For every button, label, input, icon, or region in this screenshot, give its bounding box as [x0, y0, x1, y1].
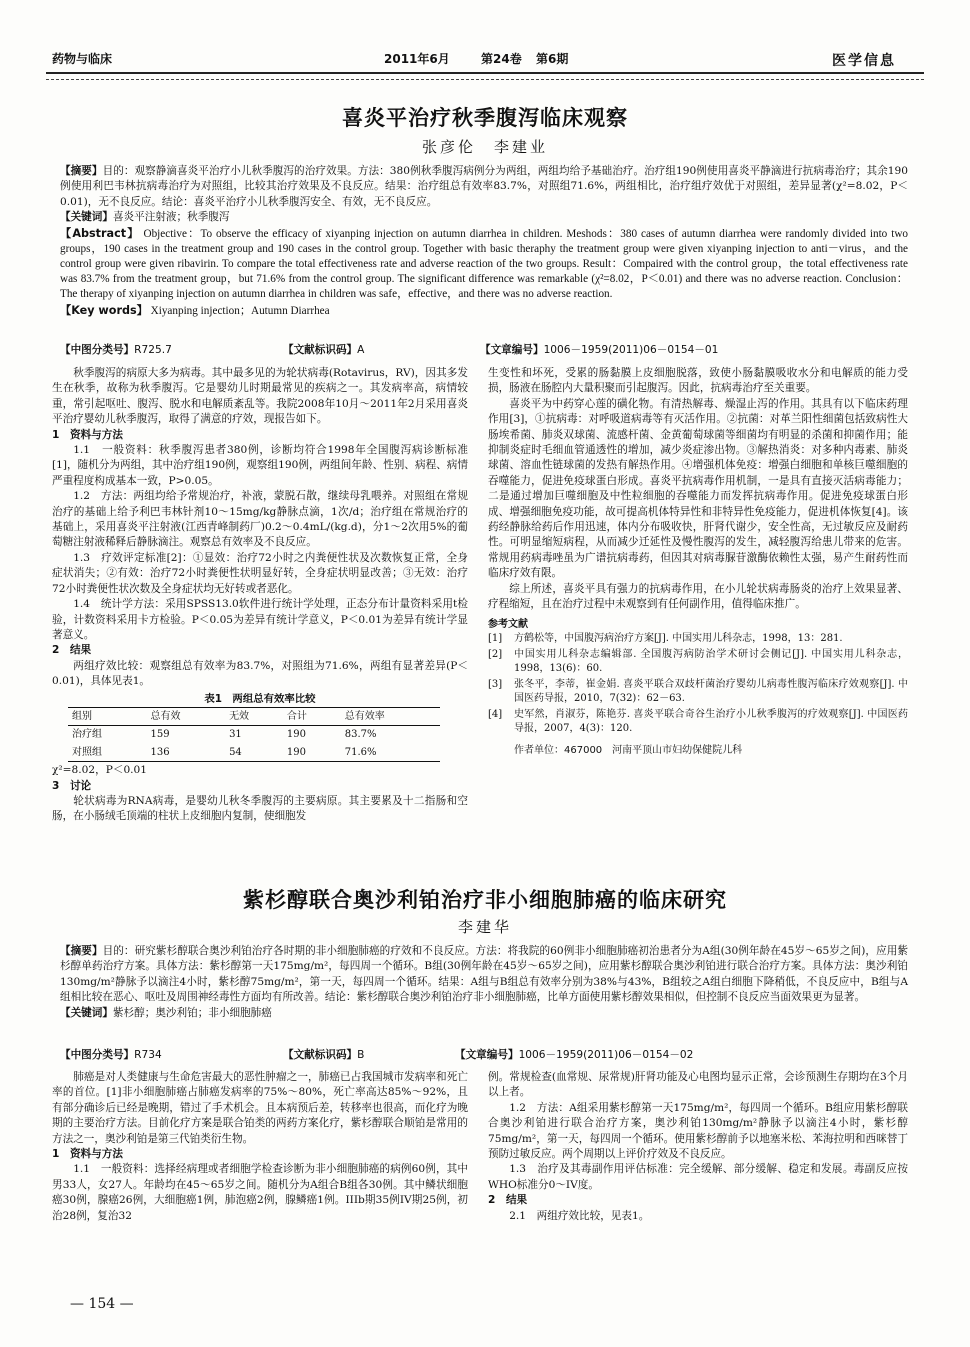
article1-keywords — [60, 210, 908, 225]
article2-abstract-block — [60, 944, 908, 1021]
clc-label: 【中图分类号】 — [60, 1049, 135, 1061]
table1-header-cell: 无效 — [229, 710, 250, 722]
abstract-text: 目的：研究紫杉醇联合奥沙利铂治疗各时期的非小细胞肺癌的疗效和不良反应。方法：将我院的60例非小细胞肺癌初治患者分为A组(30例年龄在45岁～65岁之间)，应用紫杉醇单药治疗方案。具体方法：紫杉醇第一天175mg/m²，每四周一个循环。B组(30例年龄在45岁～65岁之间)，应用紫杉醇联合奥沙利铂进行联合治疗方案。具体方法：奥沙利铂130mg/m²静脉予以滴注4小时，紫杉醇75mg/m²，第一天，每四周一个循环。结果：A组与B组总有效率分别为38%与43%，B组较之A组白细胞下降稍低，不良反应中，B组与A组相比较在恶心、呕吐及周围神经毒性方面均有所改善。结论：紫杉醇联合奥沙利铂治疗非小细胞肺癌，比单方面使用紫杉醇效果相似，但控制不良反应当面效果更为显著。 — [60, 945, 908, 1004]
table1-header-cell: 合计 — [286, 710, 307, 722]
page-number: — 154 — — [70, 1296, 134, 1312]
table-cell: 31 — [229, 729, 242, 741]
reference-item — [488, 648, 908, 677]
body-paragraph: 肺癌是对人类健康与生命危害最大的恶性肿瘤之一，肺癌已占我国城市发病率和死亡率的首位。[1]非小细胞肺癌占肺癌发病率的75%～80%，死亡率高达85%～92%，且有部分确诊后已经是晚期，错过了手术机会。且本病预后差，转移率也很高，而化疗为晚期的主要治疗方法。目前化疗方案是联合铂类的两药方案化疗，紫杉醇联合顺铂是常用的方法之一，奥沙利铂是第三代铂类衍生物。 — [52, 1071, 468, 1145]
en-abstract-label: 【Abstract】 — [60, 226, 140, 240]
discussion-heading: 3 讨论 — [52, 779, 92, 792]
reference-item — [488, 678, 908, 707]
article1-left-paragraphs — [52, 366, 468, 690]
article1-left-column — [52, 366, 468, 825]
table1-header-cell: 总有效 — [150, 710, 181, 722]
table-row — [68, 726, 440, 744]
body-paragraph: 喜炎平为中药穿心莲的磺化物。有清热解毒、燥湿止泻的作用。其具有以下临床药理作用[3]，①抗病毒：对呼吸道病毒等有灭活作用。②抗菌：对革兰阳性细菌包括致病性大肠埃希菌、肺炎双球菌、流感杆菌、金黄葡萄球菌等细菌均有明显的杀菌和抑菌作用；能抑制炎症时毛细血管通透性的增加，减少炎症渗出物。③解热消炎：对多种内毒素、肺炎球菌、溶血性链球菌的发热有解热作用。④增强机体免疫：增强白细胞和单核巨噬细胞的吞噬能力，促进免疫球蛋白形成。喜炎平抗病毒作用机制，一是具有直接灭活病毒能力；二是通过增加巨噬细胞及中性粒细胞的吞噬能力而发挥抗病毒作用。促进免疫球蛋白形成、增强细胞免疫功能，故可提高机体特异性和非特异性免疫能力，促进机体恢复[4]。该药经静脉给药后作用迅速，体内分布吸收快，肝肾代谢少，安全性高，无过敏反应及耐药性。可明显缩短病程，从而减少迁延性及慢性腹泻的发生，减轻腹泻给患儿带来的危害。常规用药病毒唑虽为广谱抗病毒药，但因其对病毒脲苷激酶依赖性太强，易产生耐药性而临床疗效有限。 — [488, 397, 908, 580]
body-paragraph: 秋季腹泻的病原大多为病毒。其中最多见的为轮状病毒(Rotavirus，RV)，因其多发生在秋季，故称为秋季腹泻。它是婴幼儿时期最常见的疾病之一。其发病率高，病情较重，常引起呕吐、腹泻、脱水和电解质紊乱等。我院2008年10月～2011年2月采用喜炎平治疗婴幼儿秋季腹泻，取得了满意的疗效，现报告如下。 — [52, 367, 468, 426]
body-paragraph: 生变性和坏死，受累的肠黏膜上皮细胞脱落，致使小肠黏膜吸收水分和电解质的能力受损，肠液在肠腔内大量积聚而引起腹泻。因此，抗病毒治疗至关重要。 — [488, 367, 908, 395]
body-paragraph: 1.4 统计学方法：采用SPSS13.0软件进行统计学处理，正态分布计量资料采用t检验，计数资料采用卡方检验。P＜0.05为差异有统计学意义，P＜0.01为差异有统计学显著意义。 — [52, 598, 468, 641]
table-cell: 190 — [286, 729, 307, 741]
article2-keywords — [60, 1006, 908, 1021]
article1-authors: 张彦伦 李建业 — [421, 138, 548, 156]
article1-right-column — [488, 366, 908, 758]
table1-title: 表1 两组总有效率比较 — [204, 692, 316, 705]
reference-text: 中国实用儿科杂志编辑部. 全国腹泻病防治学术研讨会侧记[J]. 中国实用儿科杂志，1998，13(6)：60. — [514, 648, 908, 675]
section-heading: 2 结果 — [52, 644, 92, 657]
article1-en-keywords — [60, 303, 908, 319]
table-cell: 83.7% — [344, 729, 377, 741]
en-keywords-text: Xiyanping injection；Autumn Diarrhea — [150, 304, 330, 317]
art-value: 1006－1959(2011)06－0154－01 — [543, 344, 719, 356]
article2-title: 紫杉醇联合奥沙利铂治疗非小细胞肺癌的临床研究 — [243, 888, 727, 912]
doc-value: A — [357, 344, 365, 356]
article1-right-paragraphs — [488, 366, 908, 613]
keywords-label: 【关键词】 — [60, 1006, 113, 1019]
body-paragraph: 1.2 方法：两组均给予常规治疗，补液，蒙脱石散，继续母乳喂养。对照组在常规治疗的基础上给予利巴韦林针剂10～15mg/kg静脉点滴，1次/d；治疗组在常规治疗的基础上，采用喜炎平注射液(江西青峰制药厂)0.2～0.4mL/(kg.d)，分1～2次用5%的葡萄糖注射液稀释后静脉滴注。观察总有效率及不良反应。 — [52, 490, 468, 549]
article1-article-number — [480, 342, 718, 357]
article2-article-number — [455, 1047, 693, 1062]
article2-right-paragraphs — [488, 1070, 908, 1224]
reference-number: [3] — [488, 678, 503, 690]
reference-text: 方鹤松等，中国腹泻病治疗方案[J]. 中国实用儿科杂志，1998，13：281. — [514, 632, 843, 644]
body-paragraph: 1.1 一般资料：选择经病理或者细胞学检查诊断为非小细胞肺癌的病例60例，其中男33人，女27人。年龄均在45～65岁之间。随机分为A组合B组各30例。其中鳞状细胞癌30例，腺癌26例，大细胞癌1例，肺泡癌2例，腺鳞癌1例。IIIb期35例IV期25例，初治28例，复治32 — [52, 1163, 468, 1222]
article2-left-column — [52, 1070, 468, 1224]
en-abstract-text: Objective：To observe the efficacy of xiyanping injection on autumn diarrhea in children. Meshods：380 cases of autumn diarrhea were randomly divided into two groups，190 cases in the treatment group and 190 cases in the control group. Together with basic theraphy the treatment group were given xiyanping injection to anti－virus，and the control group were given ribavirin. To compare the total effectiveness rate and adverse reaction of the two groups. Result：Compaired with the control group，the total effectiveness rate was 83.7% from the treatment group，but 71.6% from the control group. The significant difference was remarkable (χ²=8.02，P＜0.01) and there was no adverse reaction. Conclusion：The therapy of xiyanping injection on autumn diarrhea in children was safe，effective，and there was no adverse reaction. — [60, 227, 908, 301]
article1-en-abstract — [60, 226, 908, 303]
article2-doc-code — [283, 1047, 364, 1062]
article2-abstract — [60, 944, 908, 1006]
table1 — [68, 707, 440, 762]
header-volume: 第24卷 — [481, 52, 522, 66]
clc-label: 【中图分类号】 — [60, 344, 135, 356]
body-paragraph: 1.3 治疗及其毒副作用评估标准：完全缓解、部分缓解、稳定和发展。毒副反应按WHO标准分0～IV度。 — [488, 1163, 908, 1191]
keywords-label: 【关键词】 — [60, 211, 113, 224]
article1-abstract-block — [60, 164, 908, 319]
reference-number: [4] — [488, 708, 503, 720]
table-cell: 对照组 — [72, 746, 102, 758]
abstract-label: 【摘要】 — [60, 945, 103, 957]
body-paragraph: 2.1 两组疗效比较，见表1。 — [509, 1209, 650, 1222]
reference-number: [1] — [488, 632, 503, 644]
header-issue-date: 2011年6月 — [384, 52, 450, 66]
header-rule — [46, 72, 924, 80]
art-label: 【文章编号】 — [455, 1049, 519, 1061]
doc-value: B — [357, 1049, 365, 1061]
article1-clc — [60, 342, 172, 357]
body-paragraph: 1.1 一般资料：秋季腹泻患者380例，诊断均符合1998年全国腹泻病诊断标准[1]，随机分为两组，其中治疗组190例，观察组190例，两组间年龄、性别、病程、病情严重程度构成基本一致，P>0.05。 — [52, 444, 468, 487]
art-value: 1006－1959(2011)06－0154－02 — [518, 1049, 694, 1061]
section-heading: 1 资料与方法 — [52, 428, 123, 441]
reference-text: 史军然，肖淑芬，陈艳芬. 喜炎平联合奇谷生治疗小儿秋季腹泻的疗效观察[J]. 中国医药导报，2007，4(3)：120. — [514, 708, 908, 735]
discussion-text: 轮状病毒为RNA病毒，是婴幼儿秋冬季腹泻的主要病原。其主要累及十二指肠和空肠，在小肠绒毛顶端的柱状上皮细胞内复制，使细胞发 — [52, 794, 468, 823]
reference-item — [488, 708, 908, 737]
article2-left-paragraphs — [52, 1070, 468, 1224]
table-cell: 136 — [150, 746, 170, 758]
article1-title: 喜炎平治疗秋季腹泻临床观察 — [342, 106, 628, 130]
section-heading: 2 结果 — [488, 1194, 528, 1207]
abstract-label: 【摘要】 — [60, 165, 103, 177]
article2-right-column — [488, 1070, 908, 1224]
table1-header-cell: 总有效率 — [344, 710, 385, 722]
header-number: 第6期 — [536, 52, 569, 66]
table-cell: 71.6% — [344, 746, 377, 758]
running-header — [46, 50, 924, 68]
doc-label: 【文献标识码】 — [283, 1049, 358, 1061]
header-journal-name: 医学信息 — [832, 53, 896, 69]
references-list — [488, 632, 908, 737]
table1-note: χ²=8.02，P＜0.01 — [52, 764, 148, 777]
table1-header-row — [68, 707, 440, 725]
abstract-text: 目的：观察静滴喜炎平治疗小儿秋季腹泻的治疗效果。方法：380例秋季腹泻病例分为两组，两组均给予基础治疗。治疗组190例使用喜炎平静滴进行抗病毒治疗；其余190例使用利巴韦林抗病毒治疗为对照组，比较其治疗效果及不良反应。结果：治疗组总有效率83.7%，对照组71.6%，两组相比，治疗组疗效优于对照组，差异显著(χ²=8.02，P＜0.01)，无不良反应。结论：喜炎平治疗小儿秋季腹泻安全、有效，无不良反应。 — [60, 165, 909, 208]
article2-clc — [60, 1047, 162, 1062]
article1-abstract — [60, 164, 908, 210]
keywords-text: 喜炎平注射液；秋季腹泻 — [112, 211, 230, 224]
header-section: 药物与临床 — [52, 52, 113, 66]
section-heading: 1 资料与方法 — [52, 1148, 123, 1161]
body-paragraph: 两组疗效比较：观察组总有效率为83.7%，对照组为71.6%，两组有显著差异(P＜0.01)，具体见表1。 — [52, 659, 468, 688]
article2-authors: 李建华 — [457, 918, 512, 936]
en-keywords-label: 【Key words】 — [60, 303, 148, 317]
clc-value: R734 — [134, 1049, 162, 1061]
reference-text: 张冬平，李蒂，崔金娟. 喜炎平联合双歧杆菌治疗婴幼儿病毒性腹泻临床疗效观察[J]. 中国医药导报，2010，7(32)：62－63. — [514, 678, 908, 705]
reference-item — [488, 632, 908, 647]
keywords-text: 紫杉醇；奥沙利铂；非小细胞肺癌 — [112, 1006, 272, 1019]
table-cell: 治疗组 — [72, 729, 102, 741]
table-row — [68, 744, 440, 762]
body-paragraph: 例。常规检查(血常规、尿常规)肝肾功能及心电图均显示正常，会诊预测生存期均在3个月以上者。 — [488, 1071, 908, 1099]
body-paragraph: 1.2 方法：A组采用紫杉醇第一天175mg/m²，每四周一个循环。B组应用紫杉醇联合奥沙利铂进行联合治疗方案，奥沙利铂130mg/m²静脉予以滴注4小时，紫杉醇75mg/m²，第一天，每四周一个循环。使用紫杉醇前予以地塞米松、苯海拉明和西咪替丁预防过敏反应。两个周期以上评价疗效及不良反应。 — [488, 1101, 908, 1161]
clc-value: R725.7 — [134, 344, 172, 356]
body-paragraph: 1.3 疗效评定标准[2]：①显效：治疗72小时之内粪便性状及次数恢复正常，全身症状消失；②有效：治疗72小时粪便性状明显好转，全身症状明显改善；③无效：治疗72小时粪便性状次数及全身症状均无好转或者恶化。 — [52, 551, 468, 595]
body-paragraph: 综上所述，喜炎平具有强力的抗病毒作用，在小儿轮状病毒肠炎的治疗上效果显著、疗程缩短，且在治疗过程中未观察到有任何副作用，值得临床推广。 — [488, 582, 908, 611]
doc-label: 【文献标识码】 — [283, 344, 358, 356]
article1-doc-code — [283, 342, 364, 357]
table-cell: 159 — [150, 729, 170, 741]
table1-header-cell: 组别 — [72, 710, 92, 722]
reference-number: [2] — [488, 648, 503, 660]
references-heading: 参考文献 — [488, 618, 528, 630]
table-cell: 190 — [286, 746, 307, 758]
author-affiliation: 作者单位：467000 河南平顶山市妇幼保健院儿科 — [514, 745, 743, 757]
table-cell: 54 — [229, 746, 242, 758]
art-label: 【文章编号】 — [480, 344, 544, 356]
